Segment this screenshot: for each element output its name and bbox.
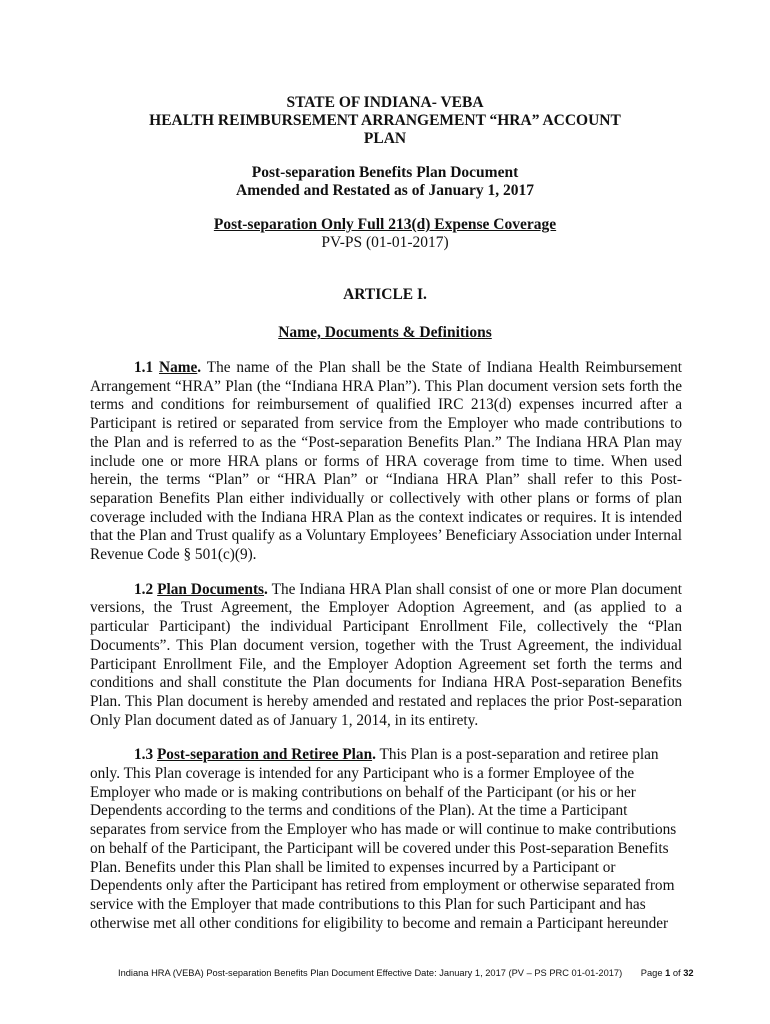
section-1-1-heading: Name [159,359,198,376]
title-line-1: STATE OF INDIANA- VEBA [286,94,484,111]
subtitle-line-2: Amended and Restated as of January 1, 2017 [236,182,534,199]
version-code: PV-PS (01-01-2017) [321,234,449,251]
section-1-1-punct: . [197,359,202,376]
page-number-indicator [641,968,694,978]
footer-text: Indiana HRA (VEBA) Post-separation Benefits Plan Document Effective Date: January 1, 2017 (PV – PS PRC 01-01-2017) [118,968,623,978]
title-line-3: PLAN [363,130,407,147]
page-number: 1 [665,968,671,978]
section-1-3-number: 1.3 [134,746,154,764]
section-1-1-number: 1.1 [134,359,154,376]
section-1-3-heading: Post-separation and Retiree Plan [156,746,373,764]
section-1-3-punct: . [372,746,376,764]
section-1-2 [90,581,682,731]
document-header [0,94,770,342]
section-1-3-text: This Plan is a post-separation and retiree plan only. This Plan coverage is intended for any Participant who is a former Employee of the Employer who made or is making contributions on behalf of the Participant (or his or her Dependents according to the terms and conditions of the Plan). At the time a Participant separates from service from the Employer who has made or will continue to make contributions on behalf of the Participant, the Participant will be covered under this Post-separation Benefits Plan. Benefits under this Plan shall be limited to expenses incurred by a Participant or Dependents only after the Participant has retired from employment or otherwise separated from service with the Employer that made contributions to this Plan for such Participant and has otherwise met all other conditions for eligibility to become and remain a Participant hereunder [90,746,677,932]
coverage-heading: Post-separation Only Full 213(d) Expense Coverage [213,216,557,233]
section-1-2-punct: . [264,580,268,598]
section-1-1 [90,359,682,565]
article-title: Name, Documents & Definitions [278,324,492,341]
section-1-2-text: The Indiana HRA Plan shall consist of one or more Plan document versions, the Trust Agreement, the Employer Adoption Agreement, and (as applied to a particular Participant) the individual Participant Enrollment File, collectively the “Plan Documents”. This Plan document version, together with the Trust Agreement, the individual Participant Enrollment File, and the Employer Adoption Agreement set forth the terms and conditions and shall constitute the Plan documents for Indiana HRA Post-separation Benefits Plan. This Plan document is hereby amended and restated and replaces the prior Post-separation Only Plan document dated as of January 1, 2014, in its entirety. [90,580,683,729]
section-1-2-number: 1.2 [134,580,154,598]
document-body [90,359,682,949]
page-footer [118,968,698,978]
page-of: of [672,968,681,978]
page-label: Page [640,968,663,978]
title-line-2: HEALTH REIMBURSEMENT ARRANGEMENT “HRA” ACCOUNT [149,112,621,129]
subtitle-line-1: Post-separation Benefits Plan Document [251,164,519,181]
page-total: 32 [683,968,694,978]
section-1-3 [90,746,682,933]
section-1-1-text: The name of the Plan shall be the State of Indiana Health Reimbursement Arrangement “HRA” Plan (the “Indiana HRA Plan”). This Plan document version sets forth the terms and conditions for reimbursement of qualified IRC 213(d) expenses incurred after a Participant is retired or separated from service from the Employer who made contributions to the Plan and is referred to as the “Post-separation Benefits Plan.” The Indiana HRA Plan may include one or more HRA plans or forms of HRA coverage from time to time. When used herein, the terms “Plan” or “HRA Plan” or “Indiana HRA Plan” shall refer to this Post-separation Benefits Plan either individually or collectively with other plans or forms of plan coverage included with the Indiana HRA Plan as the context indicates or requires. It is intended that the Plan and Trust qualify as a Voluntary Employees’ Beneficiary Association under Internal Revenue Code § 501(c)(9). [90,359,682,564]
article-number: ARTICLE I. [343,286,427,303]
section-1-2-heading: Plan Documents [157,580,265,598]
